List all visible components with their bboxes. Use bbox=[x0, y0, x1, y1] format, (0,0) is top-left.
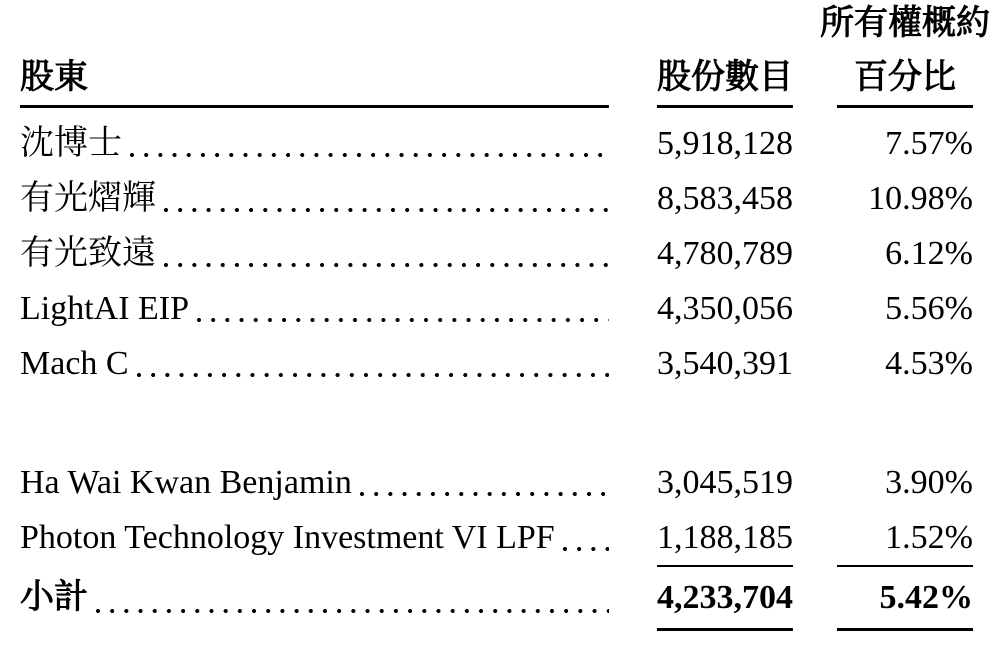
row-name-cell bbox=[20, 565, 609, 631]
table-row bbox=[20, 116, 973, 171]
dot-leader bbox=[161, 171, 609, 226]
subtotal-row bbox=[20, 565, 973, 631]
percent-value: 7.57% bbox=[885, 125, 973, 162]
column-header-ownership-line1: 所有權概約 bbox=[820, 5, 990, 42]
percent-value: 6.12% bbox=[885, 235, 973, 272]
table-row bbox=[20, 510, 973, 565]
shareholder-name: 沈博士 bbox=[20, 125, 122, 162]
subtotal-shares-value: 4,233,704 bbox=[657, 565, 793, 631]
row-name-cell bbox=[20, 226, 609, 281]
row-name-cell bbox=[20, 171, 609, 226]
row-name-cell bbox=[20, 455, 609, 510]
subtotal-shares-cell bbox=[609, 565, 793, 631]
subtotal-percent-value: 5.42% bbox=[837, 565, 973, 631]
percent-value: 1.52% bbox=[885, 519, 973, 556]
subtotal-label: 小計 bbox=[20, 579, 88, 616]
shares-value: 5,918,128 bbox=[657, 125, 793, 162]
shareholder-name: Mach C bbox=[20, 345, 129, 382]
table-body bbox=[20, 116, 973, 631]
dot-leader bbox=[161, 226, 609, 281]
dot-leader bbox=[127, 116, 609, 171]
ownership-header-cell bbox=[793, 0, 990, 48]
shareholder-name: Ha Wai Kwan Benjamin bbox=[20, 464, 352, 501]
shareholder-name: LightAI EIP bbox=[20, 290, 190, 327]
table-row bbox=[20, 455, 973, 510]
shares-value: 3,045,519 bbox=[657, 464, 793, 501]
row-name-cell bbox=[20, 116, 609, 171]
percent-value: 3.90% bbox=[885, 464, 973, 501]
dot-leader bbox=[93, 565, 609, 631]
row-name-cell bbox=[20, 336, 609, 391]
row-name-cell bbox=[20, 510, 609, 565]
shareholder-name: 有光致遠 bbox=[20, 235, 156, 272]
shares-value: 1,188,185 bbox=[657, 519, 793, 556]
row-name-cell bbox=[20, 281, 609, 336]
column-header-shareholder: 股東 bbox=[20, 49, 609, 108]
subtotal-percent-cell bbox=[793, 565, 973, 631]
shares-value: 8,583,458 bbox=[657, 180, 793, 217]
dot-leader bbox=[134, 336, 609, 391]
shares-value: 4,350,056 bbox=[657, 290, 793, 327]
table-row bbox=[20, 226, 973, 281]
row-group-gap bbox=[20, 391, 973, 455]
shareholders-table bbox=[20, 5, 990, 631]
dot-leader bbox=[194, 281, 609, 336]
table-row bbox=[20, 171, 973, 226]
shares-value: 4,780,789 bbox=[657, 235, 793, 272]
percent-value: 10.98% bbox=[868, 180, 973, 217]
table-header-row-upper bbox=[20, 5, 990, 48]
table-row bbox=[20, 336, 973, 391]
percent-header-cell bbox=[793, 49, 973, 108]
table-row bbox=[20, 281, 973, 336]
dot-leader bbox=[560, 510, 609, 565]
column-header-ownership-line2: 百分比 bbox=[837, 49, 973, 108]
column-header-shares: 股份數目 bbox=[657, 49, 793, 108]
percent-value: 4.53% bbox=[885, 345, 973, 382]
shareholder-name: 有光熠輝 bbox=[20, 180, 156, 217]
percent-value: 5.56% bbox=[885, 290, 973, 327]
table-header-row bbox=[20, 48, 973, 108]
shareholder-name: Photon Technology Investment VI LPF bbox=[20, 519, 555, 556]
shares-header-cell bbox=[609, 49, 793, 108]
shares-value: 3,540,391 bbox=[657, 345, 793, 382]
dot-leader bbox=[357, 455, 609, 510]
